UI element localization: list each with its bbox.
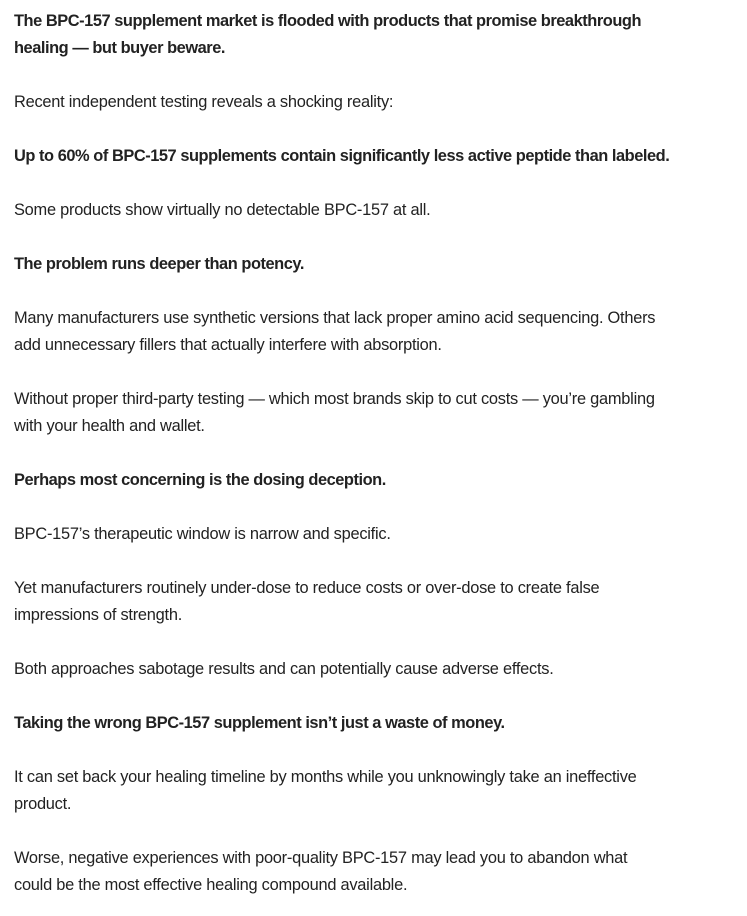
paragraph-line: Worse, negative experiences with poor-quality BPC-157 may lead you to abandon what — [14, 849, 628, 867]
paragraph-line: Recent independent testing reveals a shocking reality: — [14, 93, 394, 111]
paragraph-line: add unnecessary fillers that actually interfere with absorption. — [14, 336, 442, 354]
paragraph — [14, 197, 747, 224]
paragraph-line: Many manufacturers use synthetic versions that lack proper amino acid sequencing. Others — [14, 309, 656, 327]
paragraph-line: BPC-157’s therapeutic window is narrow and specific. — [14, 525, 391, 543]
bold-paragraph — [14, 8, 747, 62]
paragraph — [14, 575, 747, 629]
paragraph-line: impressions of strength. — [14, 606, 182, 624]
paragraph — [14, 386, 747, 440]
paragraph-line: Without proper third-party testing — which most brands skip to cut costs — you’re gambling — [14, 390, 655, 408]
paragraph — [14, 845, 747, 899]
paragraph — [14, 305, 747, 359]
paragraph-line: Taking the wrong BPC-157 supplement isn’t just a waste of money. — [14, 714, 505, 732]
bold-paragraph — [14, 467, 747, 494]
paragraph-line: It can set back your healing timeline by months while you unknowingly take an ineffective — [14, 768, 637, 786]
paragraph-line: The problem runs deeper than potency. — [14, 255, 304, 273]
bold-paragraph — [14, 710, 747, 737]
paragraph-line: healing — but buyer beware. — [14, 39, 225, 57]
paragraph — [14, 764, 747, 818]
paragraph-line: Both approaches sabotage results and can potentially cause adverse effects. — [14, 660, 554, 678]
bold-paragraph — [14, 251, 747, 278]
paragraph — [14, 656, 747, 683]
paragraph-line: The BPC-157 supplement market is flooded with products that promise breakthrough — [14, 12, 642, 30]
paragraph-line: Yet manufacturers routinely under-dose to reduce costs or over-dose to create false — [14, 579, 600, 597]
bold-paragraph — [14, 143, 747, 170]
paragraph-line: product. — [14, 795, 72, 813]
paragraph-line: Up to 60% of BPC-157 supplements contain significantly less active peptide than labeled. — [14, 147, 670, 165]
paragraph-line: with your health and wallet. — [14, 417, 205, 435]
paragraph — [14, 521, 747, 548]
paragraph — [14, 89, 747, 116]
paragraph-line: could be the most effective healing compound available. — [14, 876, 408, 894]
paragraph-line: Perhaps most concerning is the dosing deception. — [14, 471, 386, 489]
paragraph-line: Some products show virtually no detectable BPC-157 at all. — [14, 201, 431, 219]
